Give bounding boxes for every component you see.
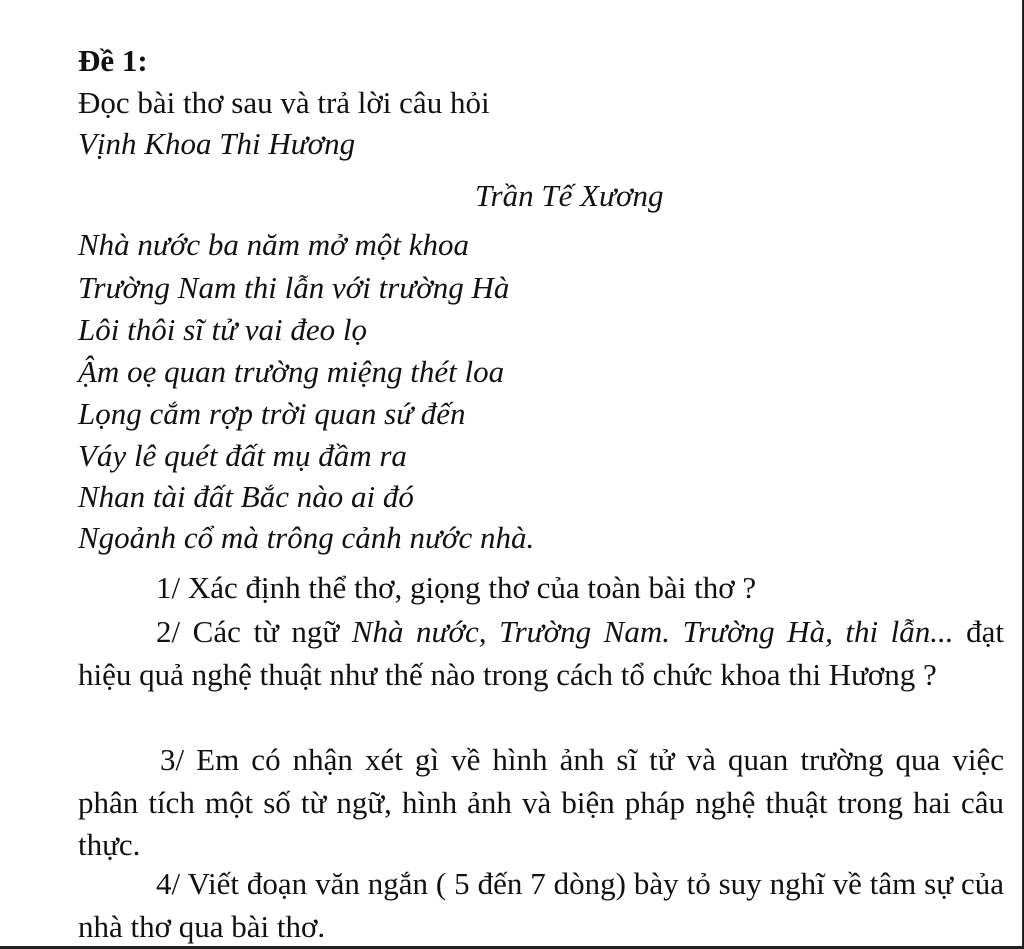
poem-line: Nhà nước ba năm mở một khoa xyxy=(78,227,469,262)
poem-title: Vịnh Khoa Thi Hương xyxy=(78,126,356,161)
question-2 xyxy=(78,611,1004,696)
question-2-start: 2/ Các từ ngữ xyxy=(156,614,352,649)
poem-line: Ngoảnh cổ mà trông cảnh nước nhà. xyxy=(78,520,535,555)
poem-line: Ậm oẹ quan trường miệng thét loa xyxy=(78,354,505,389)
question-2-terms: Nhà nước, Trường Nam. Trường Hà, thi lẫn... xyxy=(351,614,954,649)
question-4: 4/ Viết đoạn văn ngắn ( 5 đến 7 dòng) bày tỏ suy nghĩ về tâm sự của nhà thơ qua bài thơ. xyxy=(78,866,1004,944)
poem-line: Lôi thôi sĩ tử vai đeo lọ xyxy=(78,312,368,347)
instruction: Đọc bài thơ sau và trả lời câu hỏi xyxy=(78,85,490,120)
poem-line: Váy lê quét đất mụ đầm ra xyxy=(78,438,407,473)
poem-line: Lọng cắm rợp trời quan sứ đến xyxy=(78,396,466,431)
question-3: 3/ Em có nhận xét gì về hình ảnh sĩ tử và quan trường qua việc phân tích một số từ ngữ, hình ảnh và biện pháp nghệ thuật trong hai câu thực. xyxy=(78,742,1004,862)
poem-line: Trường Nam thi lẫn với trường Hà xyxy=(78,270,510,305)
poem-line: Nhan tài đất Bắc nào ai đó xyxy=(78,479,414,514)
poem-author: Trần Tế Xương xyxy=(475,178,664,213)
question-1: 1/ Xác định thể thơ, giọng thơ của toàn bài thơ ? xyxy=(156,570,757,605)
question-2-end: đạt hiệu quả nghệ thuật như thế nào trong cách tổ chức khoa thi Hương ? xyxy=(78,614,1004,692)
exam-title: Đề 1: xyxy=(78,43,148,78)
